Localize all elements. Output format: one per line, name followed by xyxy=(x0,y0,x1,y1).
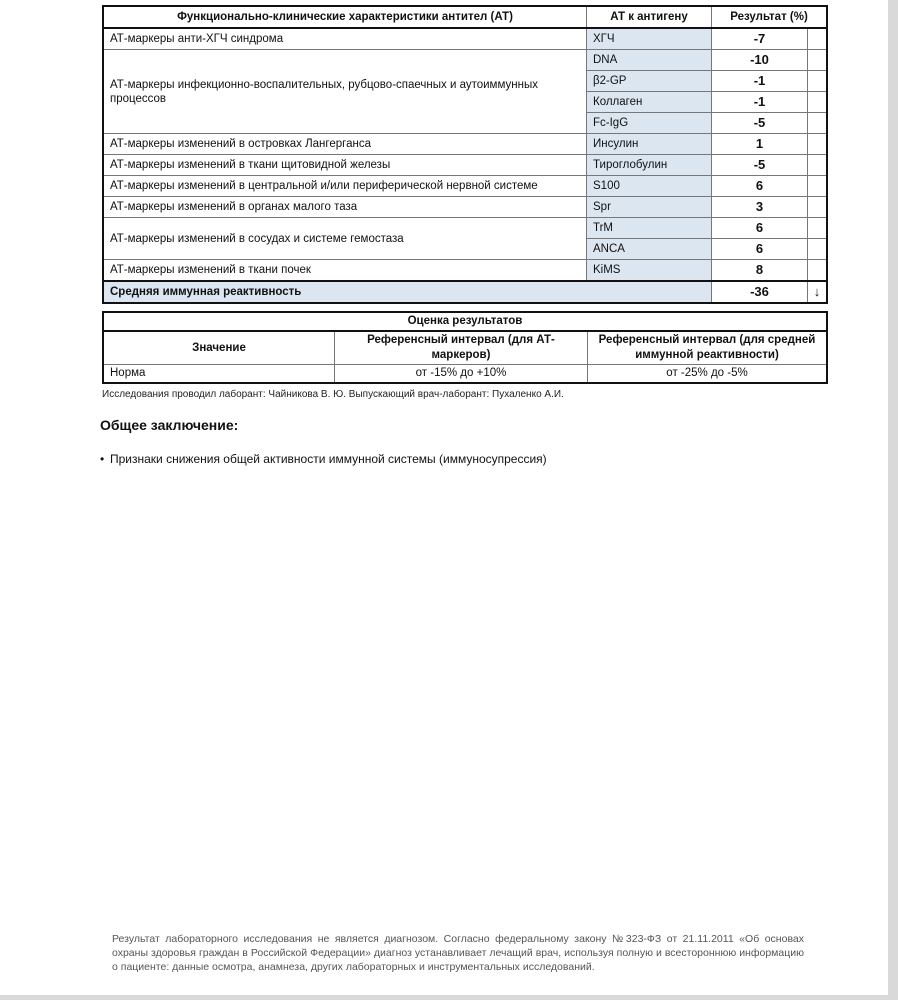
arrow-down-icon: ↓ xyxy=(808,281,828,303)
evaluation-title: Оценка результатов xyxy=(103,312,827,331)
lab-staff-note: Исследования проводил лаборант: Чайникова В. Ю. Выпускающий врач-лаборант: Пухаленко А.И. xyxy=(102,389,564,400)
row-characteristic: АТ-маркеры изменений в центральной и/или периферической нервной системе xyxy=(103,176,587,197)
row-result: 6 xyxy=(712,176,808,197)
table-row xyxy=(103,155,827,176)
row-characteristic: АТ-маркеры инфекционно-воспалительных, рубцово-спаечных и аутоиммунных процессов xyxy=(103,50,587,134)
row-result: 6 xyxy=(712,218,808,239)
row-trend-cell xyxy=(808,260,828,282)
results-body xyxy=(103,28,827,303)
row-trend-cell xyxy=(808,113,828,134)
row-trend-cell xyxy=(808,28,828,50)
row-antigen: Инсулин xyxy=(587,134,712,155)
row-trend-cell xyxy=(808,239,828,260)
row-result: -10 xyxy=(712,50,808,71)
page-edge xyxy=(888,0,898,1000)
evaluation-norm-row xyxy=(103,365,827,384)
table-row xyxy=(103,28,827,50)
evaluation-col-value: Значение xyxy=(103,331,335,365)
table-row xyxy=(103,218,827,239)
norm-label: Норма xyxy=(103,365,335,384)
row-trend-cell xyxy=(808,134,828,155)
row-result: -7 xyxy=(712,28,808,50)
norm-ref-avg: от -25% до -5% xyxy=(588,365,828,384)
average-row xyxy=(103,281,827,303)
norm-ref-markers: от -15% до +10% xyxy=(335,365,588,384)
table-row xyxy=(103,134,827,155)
header-characteristic: Функционально-клинические характеристики антител (АТ) xyxy=(103,6,587,28)
table-row xyxy=(103,176,827,197)
row-trend-cell xyxy=(808,71,828,92)
average-result: -36 xyxy=(712,281,808,303)
row-antigen: Fc-IgG xyxy=(587,113,712,134)
evaluation-col-ref-avg: Референсный интервал (для средней иммунной реактивности) xyxy=(588,331,828,365)
page-bottom-edge xyxy=(0,995,898,1000)
row-characteristic: АТ-маркеры изменений в сосудах и системе гемостаза xyxy=(103,218,587,260)
row-result: 8 xyxy=(712,260,808,282)
row-trend-cell xyxy=(808,155,828,176)
row-antigen: ХГЧ xyxy=(587,28,712,50)
row-antigen: KiMS xyxy=(587,260,712,282)
row-result: -5 xyxy=(712,113,808,134)
conclusion-item xyxy=(100,452,547,466)
row-trend-cell xyxy=(808,197,828,218)
table-row xyxy=(103,50,827,71)
evaluation-header-row xyxy=(103,331,827,365)
row-characteristic: АТ-маркеры анти-ХГЧ синдрома xyxy=(103,28,587,50)
row-result: -5 xyxy=(712,155,808,176)
row-trend-cell xyxy=(808,50,828,71)
header-result: Результат (%) xyxy=(712,6,828,28)
row-antigen: ANCA xyxy=(587,239,712,260)
bullet-icon: • xyxy=(100,452,105,466)
disclaimer: Результат лабораторного исследования не является диагнозом. Согласно федеральному закону №323-ФЗ от 21.11.2011 «Об основах охраны здоровья граждан в Российской Федерации» диагноз устанавливает лечащий врач, используя полную и всестороннюю информацию о пациенте: данные осмотра, анамнеза, других лабораторных и инструментальных исследований. xyxy=(112,933,804,973)
row-result: 3 xyxy=(712,197,808,218)
average-label: Средняя иммунная реактивность xyxy=(103,281,712,303)
evaluation-table xyxy=(102,311,828,384)
row-result: 6 xyxy=(712,239,808,260)
row-antigen: Spr xyxy=(587,197,712,218)
table-row xyxy=(103,260,827,282)
row-result: -1 xyxy=(712,92,808,113)
header-antigen: АТ к антигену xyxy=(587,6,712,28)
evaluation-col-ref-markers: Референсный интервал (для АТ-маркеров) xyxy=(335,331,588,365)
row-antigen: Тироглобулин xyxy=(587,155,712,176)
evaluation-title-row xyxy=(103,312,827,331)
row-characteristic: АТ-маркеры изменений в островках Лангерганса xyxy=(103,134,587,155)
row-trend-cell xyxy=(808,92,828,113)
row-characteristic: АТ-маркеры изменений в ткани почек xyxy=(103,260,587,282)
conclusion-item-text: Признаки снижения общей активности иммунной системы (иммуносупрессия) xyxy=(110,452,547,466)
table-row xyxy=(103,197,827,218)
row-antigen: Коллаген xyxy=(587,92,712,113)
row-result: -1 xyxy=(712,71,808,92)
results-table xyxy=(102,5,828,304)
results-header-row xyxy=(103,6,827,28)
conclusion-heading: Общее заключение: xyxy=(100,417,239,433)
row-antigen: β2-GP xyxy=(587,71,712,92)
row-characteristic: АТ-маркеры изменений в ткани щитовидной железы xyxy=(103,155,587,176)
row-antigen: TrM xyxy=(587,218,712,239)
row-trend-cell xyxy=(808,218,828,239)
row-antigen: DNA xyxy=(587,50,712,71)
row-trend-cell xyxy=(808,176,828,197)
row-result: 1 xyxy=(712,134,808,155)
row-antigen: S100 xyxy=(587,176,712,197)
row-characteristic: АТ-маркеры изменений в органах малого таза xyxy=(103,197,587,218)
